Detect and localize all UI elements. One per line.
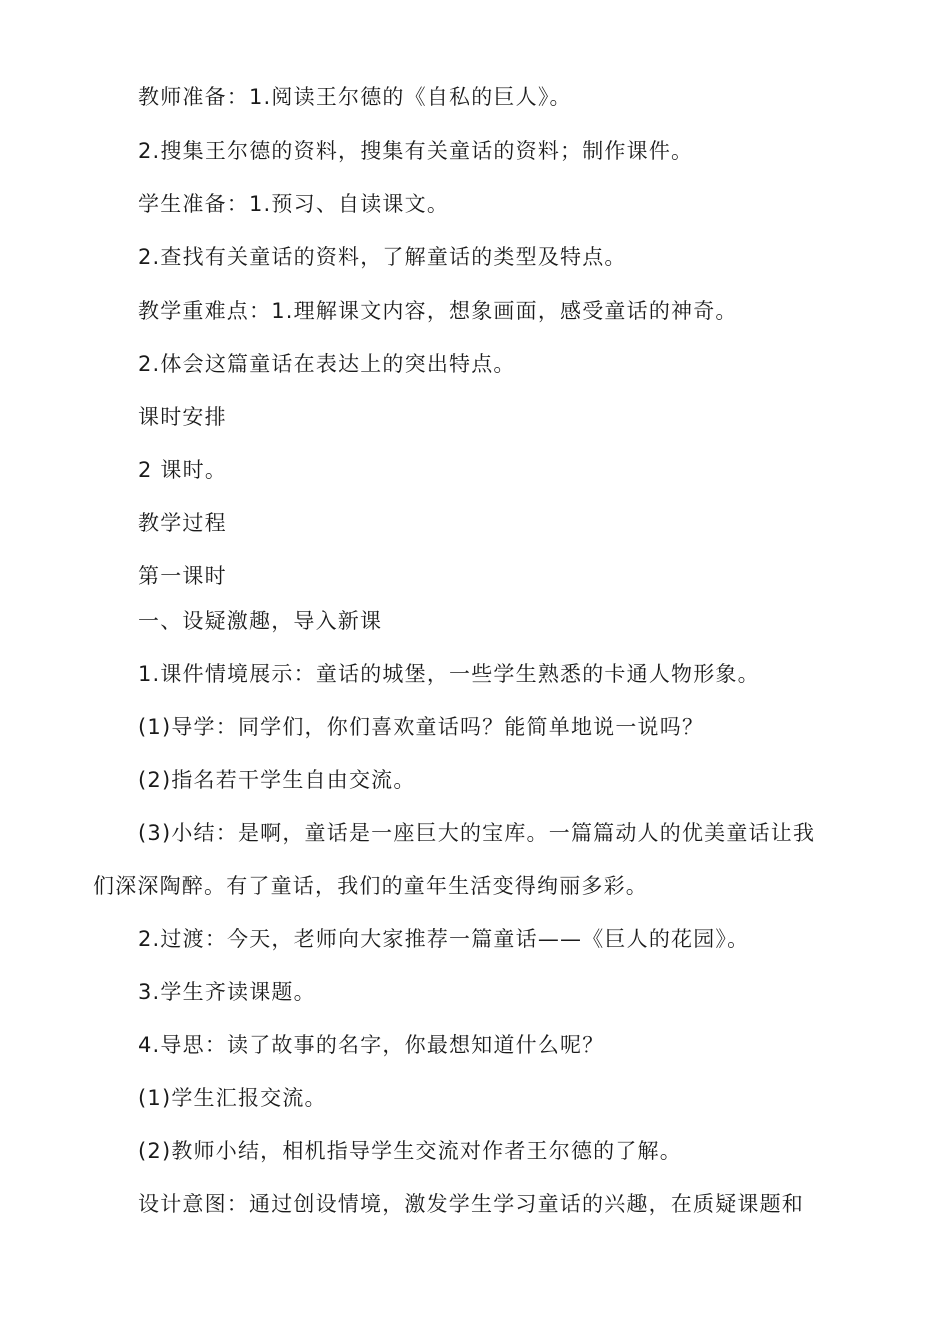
paragraph-design-intent: 设计意图：通过创设情境，激发学生学习童话的兴趣，在质疑课题和 [138,1192,804,1216]
paragraph-key-points-2: 2.体会这篇童话在表达上的突出特点。 [138,352,516,376]
paragraph-teacher-prep-1: 教师准备：1.阅读王尔德的《自私的巨人》。 [138,85,572,109]
paragraph-teacher-prep-2: 2.搜集王尔德的资料，搜集有关童话的资料；制作课件。 [138,139,694,163]
heading-first-lesson: 第一课时 [138,564,227,588]
paragraph-student-prep-1: 学生准备：1.预习、自读课文。 [138,192,450,216]
paragraph-step-1: 1.课件情境展示：童话的城堡，一些学生熟悉的卡通人物形象。 [138,662,760,686]
paragraph-step-4-1: (1)学生汇报交流。 [138,1086,327,1110]
paragraph-schedule: 2 课时。 [138,458,228,482]
paragraph-step-1-1: (1)导学：同学们，你们喜欢童话吗？能简单地说一说吗？ [138,715,705,739]
paragraph-step-1-3-cont: 们深深陶醉。有了童话，我们的童年生活变得绚丽多彩。 [93,874,648,898]
paragraph-step-1-2: (2)指名若干学生自由交流。 [138,768,416,792]
heading-section-1: 一、设疑激趣，导入新课 [138,609,383,633]
heading-schedule: 课时安排 [138,405,227,429]
paragraph-step-2: 2.过渡：今天，老师向大家推荐一篇童话——《巨人的花园》。 [138,927,750,951]
paragraph-step-3: 3.学生齐读课题。 [138,980,316,1004]
paragraph-student-prep-2: 2.查找有关童话的资料，了解童话的类型及特点。 [138,245,627,269]
heading-process: 教学过程 [138,511,227,535]
paragraph-step-4-2: (2)教师小结，相机指导学生交流对作者王尔德的了解。 [138,1139,682,1163]
paragraph-key-points-1: 教学重难点：1.理解课文内容，想象画面，感受童话的神奇。 [138,299,738,323]
paragraph-step-1-3: (3)小结：是啊，童话是一座巨大的宝库。一篇篇动人的优美童话让我 [138,821,816,845]
paragraph-step-4: 4.导思：读了故事的名字，你最想知道什么呢？ [138,1033,605,1057]
